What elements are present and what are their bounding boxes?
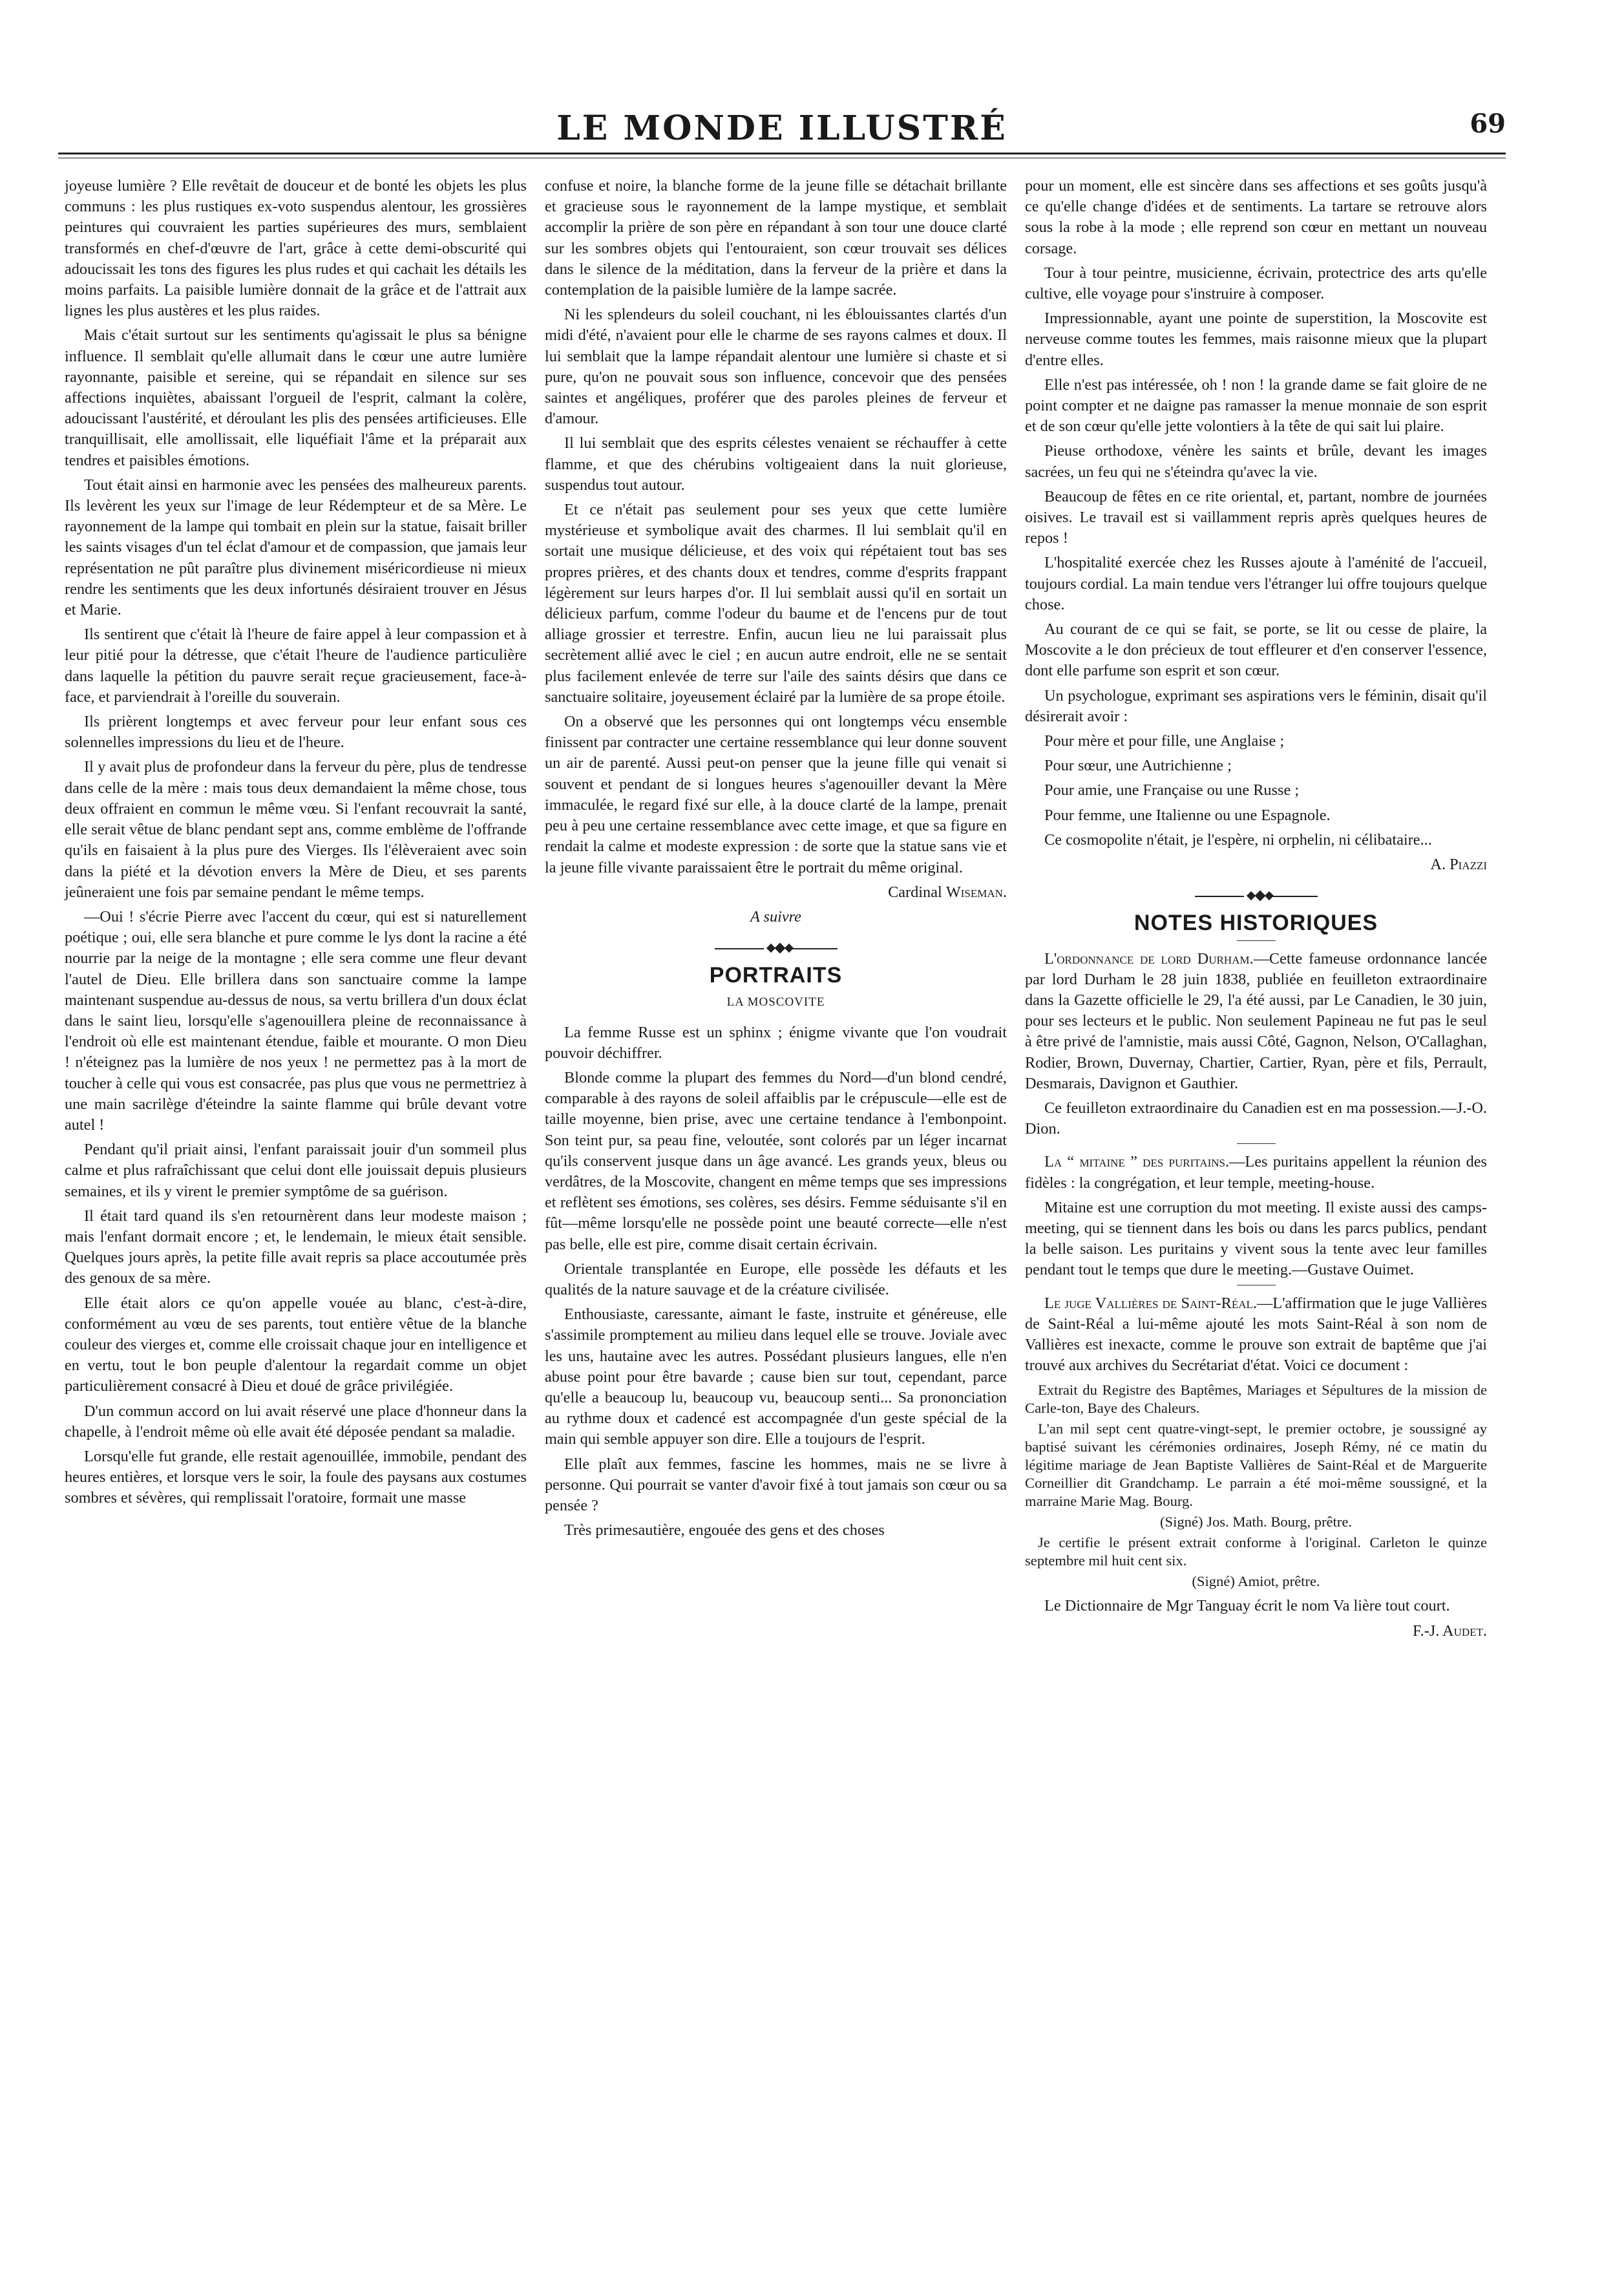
- paragraph: Le Dictionnaire de Mgr Tanguay écrit le nom Va lière tout court.: [1044, 1597, 1450, 1615]
- signature-prefix: Cardinal: [888, 883, 942, 901]
- note-entry: [1025, 1293, 1487, 1377]
- paragraph: Il y avait plus de profondeur dans la ferveur du père, plus de tendresse dans celle de la mère : mais tous deux demandaient la même chose, tous deux offraient en commun le même vœu. Si l'enfant recouvrait la santé, elle serait vêtue de blanc pendant sept ans, comme emblème de l'offrande qu'ils en faisaient à la plus pure des Vierges. Ils l'élèveraient avec soin dans la piété et la dévotion envers la Mère de Dieu, et ses parents jeûneraient une fois par semaine pendant le même temps.: [65, 758, 527, 901]
- note-text: —Les puritains appellent la réunion des fidèles : la congrégation, et leur temple, meeting-house.: [1025, 1153, 1488, 1192]
- paragraph: Ni les splendeurs du soleil couchant, ni les éblouissantes clartés d'un midi d'été, n'avaient pour elle le charme de ses rayons calmes et doux. Il lui semblait que la lampe répandait alentour une lumière si chaste et si pure, qu'on ne pouvait sous son influence, concevoir que des pensées saintes et angéliques, proférer que des paroles pleines de ferveur et d'amour.: [545, 306, 1007, 428]
- note-heading: Le juge Vallières de Saint-Réal.: [1044, 1294, 1257, 1312]
- signature-name: Wiseman.: [945, 883, 1007, 901]
- paragraph: Blonde comme la plupart des femmes du Nord—d'un blond cendré, comparable à des rayons de soleil affaiblis par le crépuscule—elle est de taille moyenne, bien prise, avec une certaine tendance à l'embonpoint. Son teint pur, sa peau fine, veloutée, sont colorés par un léger incarnat qu'ils conservent jusque dans un âge avancé. Les grands yeux, bleus ou verdâtres, de la Moscovite, changent en même temps que ses impressions et reflètent ses émotions, ses colères, ses désirs. Femme séduisante s'il en fût—même lorsqu'elle ne possède point une beauté correcte—elle n'est pas belle, elle est pire, comme disait certain écrivain.: [545, 1068, 1007, 1253]
- paragraph: Un psychologue, exprimant ses aspirations vers le féminin, disait qu'il désirerait avoir :: [1025, 686, 1487, 725]
- section-title-portraits: PORTRAITS: [709, 963, 843, 988]
- paragraph: Il était tard quand ils s'en retournèrent dans leur modeste maison ; mais l'enfant dormait encore ; et, le lendemain, le mieux était sensible. Quelques jours après, la petite fille avait repris sa place accoutumée près des genoux de sa mère.: [65, 1207, 527, 1287]
- paragraph: On a observé que les personnes qui ont longtemps vécu ensemble finissent par contracter une certaine ressemblance qui leur donne souvent un air de parenté. Aussi peut-on penser que la jeune fille qui venait si souvent et pendant de si longues heures s'agenouiller devant la Mère immaculée, le regard fixé sur elle, à la douce clarté de la lampe, prenait peu à peu une certaine ressemblance avec cette image, et que sa figure en rendait la calme et modeste expression : de sorte que la statue sans vie et la jeune fille vivante paraissaient être le portrait du même original.: [545, 713, 1007, 876]
- header-rule: [58, 153, 1506, 154]
- page-number: 69: [1470, 109, 1506, 139]
- record-line: Je certifie le présent extrait conforme à l'original. Carleton le quinze septembre mil huit cent six.: [1025, 1534, 1487, 1569]
- column-1: [65, 176, 527, 1513]
- note-entry: Mitaine est une corruption du mot meeting. Il existe aussi des camps-meeting, qui se tiennent dans les bois ou dans les parcs publics, pendant la belle saison. Les puritains y vivent sous la tente avec leur familles pendant tout le temps que dure le meeting.—Gustave Ouimet.: [1025, 1198, 1487, 1279]
- note-entry: [1025, 949, 1487, 1094]
- article-signature: A. Piazzi: [1430, 856, 1487, 874]
- paragraph: Pendant qu'il priait ainsi, l'enfant paraissait jouir d'un sommeil plus calme et plus rafraîchissant que celui dont elle jouissait depuis plusieurs semaines, et ils y virent le premier symptôme de sa guérison.: [65, 1141, 527, 1200]
- column-3: [1025, 176, 1487, 1645]
- paragraph: Ce cosmopolite n'était, je l'espère, ni orphelin, ni célibataire...: [1044, 830, 1432, 849]
- note-heading: L'ordonnance de lord Durham.: [1044, 949, 1254, 968]
- verse-line: Pour mère et pour fille, une Anglaise ;: [1044, 732, 1285, 750]
- divider: [1237, 1143, 1276, 1144]
- masthead: [58, 109, 1506, 154]
- paragraph: pour un moment, elle est sincère dans ses affections et ses goûts jusqu'à ce qu'elle change d'idées et de sentiments. La tartare se retrouve alors sous la robe à la mode ; elle reprend son cœur en mettant un nouveau corsage.: [1025, 177, 1487, 257]
- paragraph: Impressionnable, ayant une pointe de superstition, la Moscovite est nerveuse comme toutes les femmes, mais raisonne mieux que la plupart d'entre elles.: [1025, 310, 1487, 369]
- note-text: —Cette fameuse ordonnance lancée par lord Durham le 28 juin 1838, publiée en feuilleton extraordinaire dans la Gazette officielle le 29, l'a été aussi, par Le Canadien, le 30 juin, pour ses lecteurs et le public. Non seulement Papineau ne fut pas le seul à être privé de l'amnistie, mais aussi Côté, Gagnon, Nelson, O'Callaghan, Rodier, Brown, Duvernay, Chartier, Cartier, Ryan, père et fils, Perrault, Desmarais, Davignon et Gauthier.: [1025, 949, 1487, 1092]
- record-line: Extrait du Registre des Baptêmes, Mariages et Sépultures de la mission de Carle-ton, Baye des Chaleurs.: [1025, 1382, 1487, 1417]
- newspaper-title: LE MONDE ILLUSTRÉ: [556, 109, 1007, 148]
- paragraph: Ils sentirent que c'était là l'heure de faire appel à leur compassion et à leur pitié pour la détresse, que c'était l'heure de l'audience particulière dans laquelle la pétition du pauvre serait reçue gracieusement, face-à-face, et parviendrait à l'oreille du souverain.: [65, 626, 527, 706]
- paragraph: Très primesautière, engouée des gens et des choses: [564, 1521, 885, 1539]
- paragraph: Elle était alors ce qu'on appelle vouée au blanc, c'est-à-dire, conformément au vœu de ses parents, tout entière vêtue de la blanche couleur des vierges et, comme elle croissait chaque jour en intelligence et en vertu, tout le bon peuple d'alentour la regardait comme un objet particulièrement consacré à Dieu et doué de grâce privilégiée.: [65, 1294, 527, 1395]
- to-be-continued: A suivre: [750, 907, 801, 925]
- section-title-notes: NOTES HISTORIQUES: [1134, 911, 1378, 936]
- paragraph: Elle plaît aux femmes, fascine les hommes, mais ne se livre à personne. Qui pourrait se vanter d'avoir fixé à tout jamais son cœur ou sa pensée ?: [545, 1455, 1007, 1514]
- paragraph: L'hospitalité exercée chez les Russes ajoute à l'aménité de l'accueil, toujours cordial. La main tendue vers l'étranger lui offre toujours quelque chose.: [1025, 554, 1487, 613]
- paragraph: confuse et noire, la blanche forme de la jeune fille se détachait brillante et gracieuse sous le rayonnement de la lampe mystique, et semblait accomplir la prière de son père en répandant à son tour une douce clarté sur les sombres objets qui l'entouraient, son cœur trouvait ses délices dans le silence de la méditation, dans la ferveur de la prière et dans la contemplation de la paisible lumière de la lampe sacrée.: [545, 177, 1007, 299]
- paragraph: Pieuse orthodoxe, vénère les saints et brûle, devant les images sacrées, un feu qui ne s'éteindra qu'avec la vie.: [1025, 442, 1487, 481]
- paragraph: Enthousiaste, caressante, aimant le faste, instruite et généreuse, elle s'assimile promptement au milieu dans lequel elle se trouve. Joviale avec les uns, hautaine avec les autres. Possédant plusieurs langues, elle n'en abuse point pour être bavarde ; cause bien sur tout, cependant, parce qu'elle a beaucoup lu, beaucoup vu, beaucoup senti... Sa prononciation au rythme doux et cadencé est accompagnée d'un geste spécial de la main qui semble appuyer son dire. Elle a toujours de l'esprit.: [545, 1306, 1007, 1448]
- verse-line: Pour sœur, une Autrichienne ;: [1044, 757, 1232, 775]
- record-signature: (Signé) Amiot, prêtre.: [1192, 1573, 1320, 1590]
- record-line: L'an mil sept cent quatre-vingt-sept, le premier octobre, je soussigné ay baptisé suivant les cérémonies ordinaires, Joseph Rémy, né ce matin du légitime mariage de Jean Baptiste Vallières de Saint-Réal et de Marguerite Corneillier dit Grandchamp. Le parrain a été moi-même soussigné, et la marraine Marie Mag. Bourg.: [1025, 1421, 1487, 1510]
- divider: [1237, 940, 1276, 941]
- verse-line: Pour amie, une Française ou une Russe ;: [1044, 781, 1300, 799]
- note-text: —L'affirmation que le juge Vallières de Saint-Réal a lui-même ajouté les mots Saint-Réal à son nom de Vallières est inexacte, comme le prouve son extrait de baptême que j'ai trouvé aux archives du Secrétariat d'état. Voici ce document :: [1025, 1294, 1487, 1375]
- paragraph: Lorsqu'elle fut grande, elle restait agenouillée, immobile, pendant des heures entières, et lorsque vers le soir, la foule des paysans aux costumes sombres et sévères, qui remplissait l'oratoire, formait une masse: [65, 1447, 527, 1507]
- note-entry: Ce feuilleton extraordinaire du Canadien est en ma possession.—J.-O. Dion.: [1025, 1099, 1487, 1138]
- note-heading: La “ mitaine ” des puritains.: [1044, 1153, 1230, 1171]
- paragraph: joyeuse lumière ? Elle revêtait de douceur et de bonté les objets les plus communs : les plus rustiques ex-voto suspendus alentour, les grossières peintures qui couvraient les parties supérieures des murs, semblaient transformés en chef-d'œuvre de l'art, grâce à cette demi-obscurité qui adoucissait les tons des figures les plus rudes et qui cachait les détails les moins parfaits. La paisible lumière donnait de la grâce et de l'attrait aux lignes les plus austères et les plus raides.: [65, 177, 527, 320]
- paragraph: D'un commun accord on lui avait réservé une place d'honneur dans la chapelle, à l'endroit même où elle avait été déposée pendant sa maladie.: [65, 1402, 527, 1441]
- section-divider-ornament: [715, 944, 838, 953]
- record-signature: (Signé) Jos. Math. Bourg, prêtre.: [1159, 1514, 1353, 1530]
- note-entry: [1025, 1152, 1487, 1193]
- paragraph: La femme Russe est un sphinx ; énigme vivante que l'on voudrait pouvoir déchiffrer.: [545, 1023, 1007, 1062]
- paragraph: Elle n'est pas intéressée, oh ! non ! la grande dame se fait gloire de ne point compter et ne daigne pas ramasser la menue monnaie de son esprit et de son cœur qu'elle jette volontiers à la tête de qui sait lui plaire.: [1025, 375, 1487, 436]
- paragraph: Orientale transplantée en Europe, elle possède les défauts et les qualités de la nature sauvage et de la créature civilisée.: [545, 1260, 1007, 1298]
- paragraph: Mais c'était surtout sur les sentiments qu'agissait le plus sa bénigne influence. Il semblait qu'elle allumait dans le cœur une autre lumière rayonnante, paisible et sereine, qui se répandait en silence sur ses affections inquiètes, abaissant l'orgueil de l'esprit, calmant la colère, adoucissant l'austérité, et déroulant les plis des pensées artificieuses. Elle tranquillisait, elle amollissait, elle liquéfiait l'âme et la préparait aux tendres et paisibles émotions.: [65, 326, 527, 469]
- paragraph: Au courant de ce qui se fait, se porte, se lit ou cesse de plaire, la Moscovite a le don précieux de tout effleurer et d'en conserver l'essence, dont elle parfume son esprit et son cœur.: [1025, 620, 1487, 680]
- column-2: [545, 176, 1007, 1545]
- section-subtitle: LA MOSCOVITE: [726, 995, 825, 1010]
- paragraph: —Oui ! s'écrie Pierre avec l'accent du cœur, qui est si naturellement poétique ; oui, elle sera blanche et pure comme le lys dont la racine a été nourrie par la neige de la montagne ; elle sera comme une fleur devant l'autel de Dieu. Elle brillera dans son sanctuaire comme la lampe maintenant suspendue au-dessus de nous, sa vertu brillera d'un doux éclat dans le saint lieu, lorsqu'elle s'agenouillera pleine de reconnaissance à l'endroit où elle est maintenant étendue, faible et mourante. O mon Dieu ! n'éteignez pas la lumière de nos yeux ! ne permettez pas à la mort de toucher à celle qui vous est consacrée, pas plus que vous ne permettriez à une main sacrilège d'éteindre la sainte flamme qui brûle devant votre autel !: [65, 907, 527, 1134]
- verse-line: Pour femme, une Italienne ou une Espagnole.: [1044, 806, 1331, 824]
- paragraph: Il lui semblait que des esprits célestes venaient se réchauffer à cette flamme, et que des chérubins voltigeaient dans la nuit glorieuse, suspendus tout autour.: [545, 434, 1007, 494]
- section-divider-ornament: [1195, 892, 1318, 901]
- paragraph: Et ce n'était pas seulement pour ses yeux que cette lumière mystérieuse et symbolique avait des charmes. Il lui semblait qu'il en sortait une musique délicieuse, et des voix qui répétaient tout bas ses propres prières, et des chants doux et tendres, comme d'esprits frappant légèrement sur leurs harpes d'or. Il lui semblait aussi qu'il en sortait un délicieux parfum, comme l'odeur du baume et de l'encens pur de tout alliage grossier et terrestre. Enfin, aucun lieu ne lui paraissait plus secrètement allié avec le ciel ; en aucun autre endroit, elle ne se sentait plus facilement enlevée de terre sur l'aile des saints désirs que dans ce sanctuaire solitaire, joyeusement éclairé par la lumière de sa prope étoile.: [545, 501, 1007, 706]
- baptism-record: [1025, 1381, 1487, 1591]
- article-signature: [545, 882, 1007, 903]
- article-signature: F.-J. Audet.: [1413, 1622, 1487, 1640]
- paragraph: Tout était ainsi en harmonie avec les pensées des malheureux parents. Ils levèrent les yeux sur l'image de leur Rédempteur et de sa Mère. Le rayonnement de la lampe qui tombait en plein sur la statue, faisait briller les saints visages d'un tel éclat d'amour et de compassion, que jamais leur représentation ne pût paraître plus divinement miséricordieuse ni mieux rendre les sentiments que les deux infortunés désiraient trouver en Jésus et Marie.: [65, 476, 527, 619]
- paragraph: Beaucoup de fêtes en ce rite oriental, et, partant, nombre de journées oisives. Le travail est si vaillamment repris après quelques heures de repos !: [1025, 487, 1487, 547]
- paragraph: Tour à tour peintre, musicienne, écrivain, protectrice des arts qu'elle cultive, elle voyage pour s'instruire à composer.: [1025, 264, 1487, 303]
- paragraph: Ils prièrent longtemps et avec ferveur pour leur enfant sous ces solennelles impressions du lieu et de l'heure.: [65, 713, 527, 752]
